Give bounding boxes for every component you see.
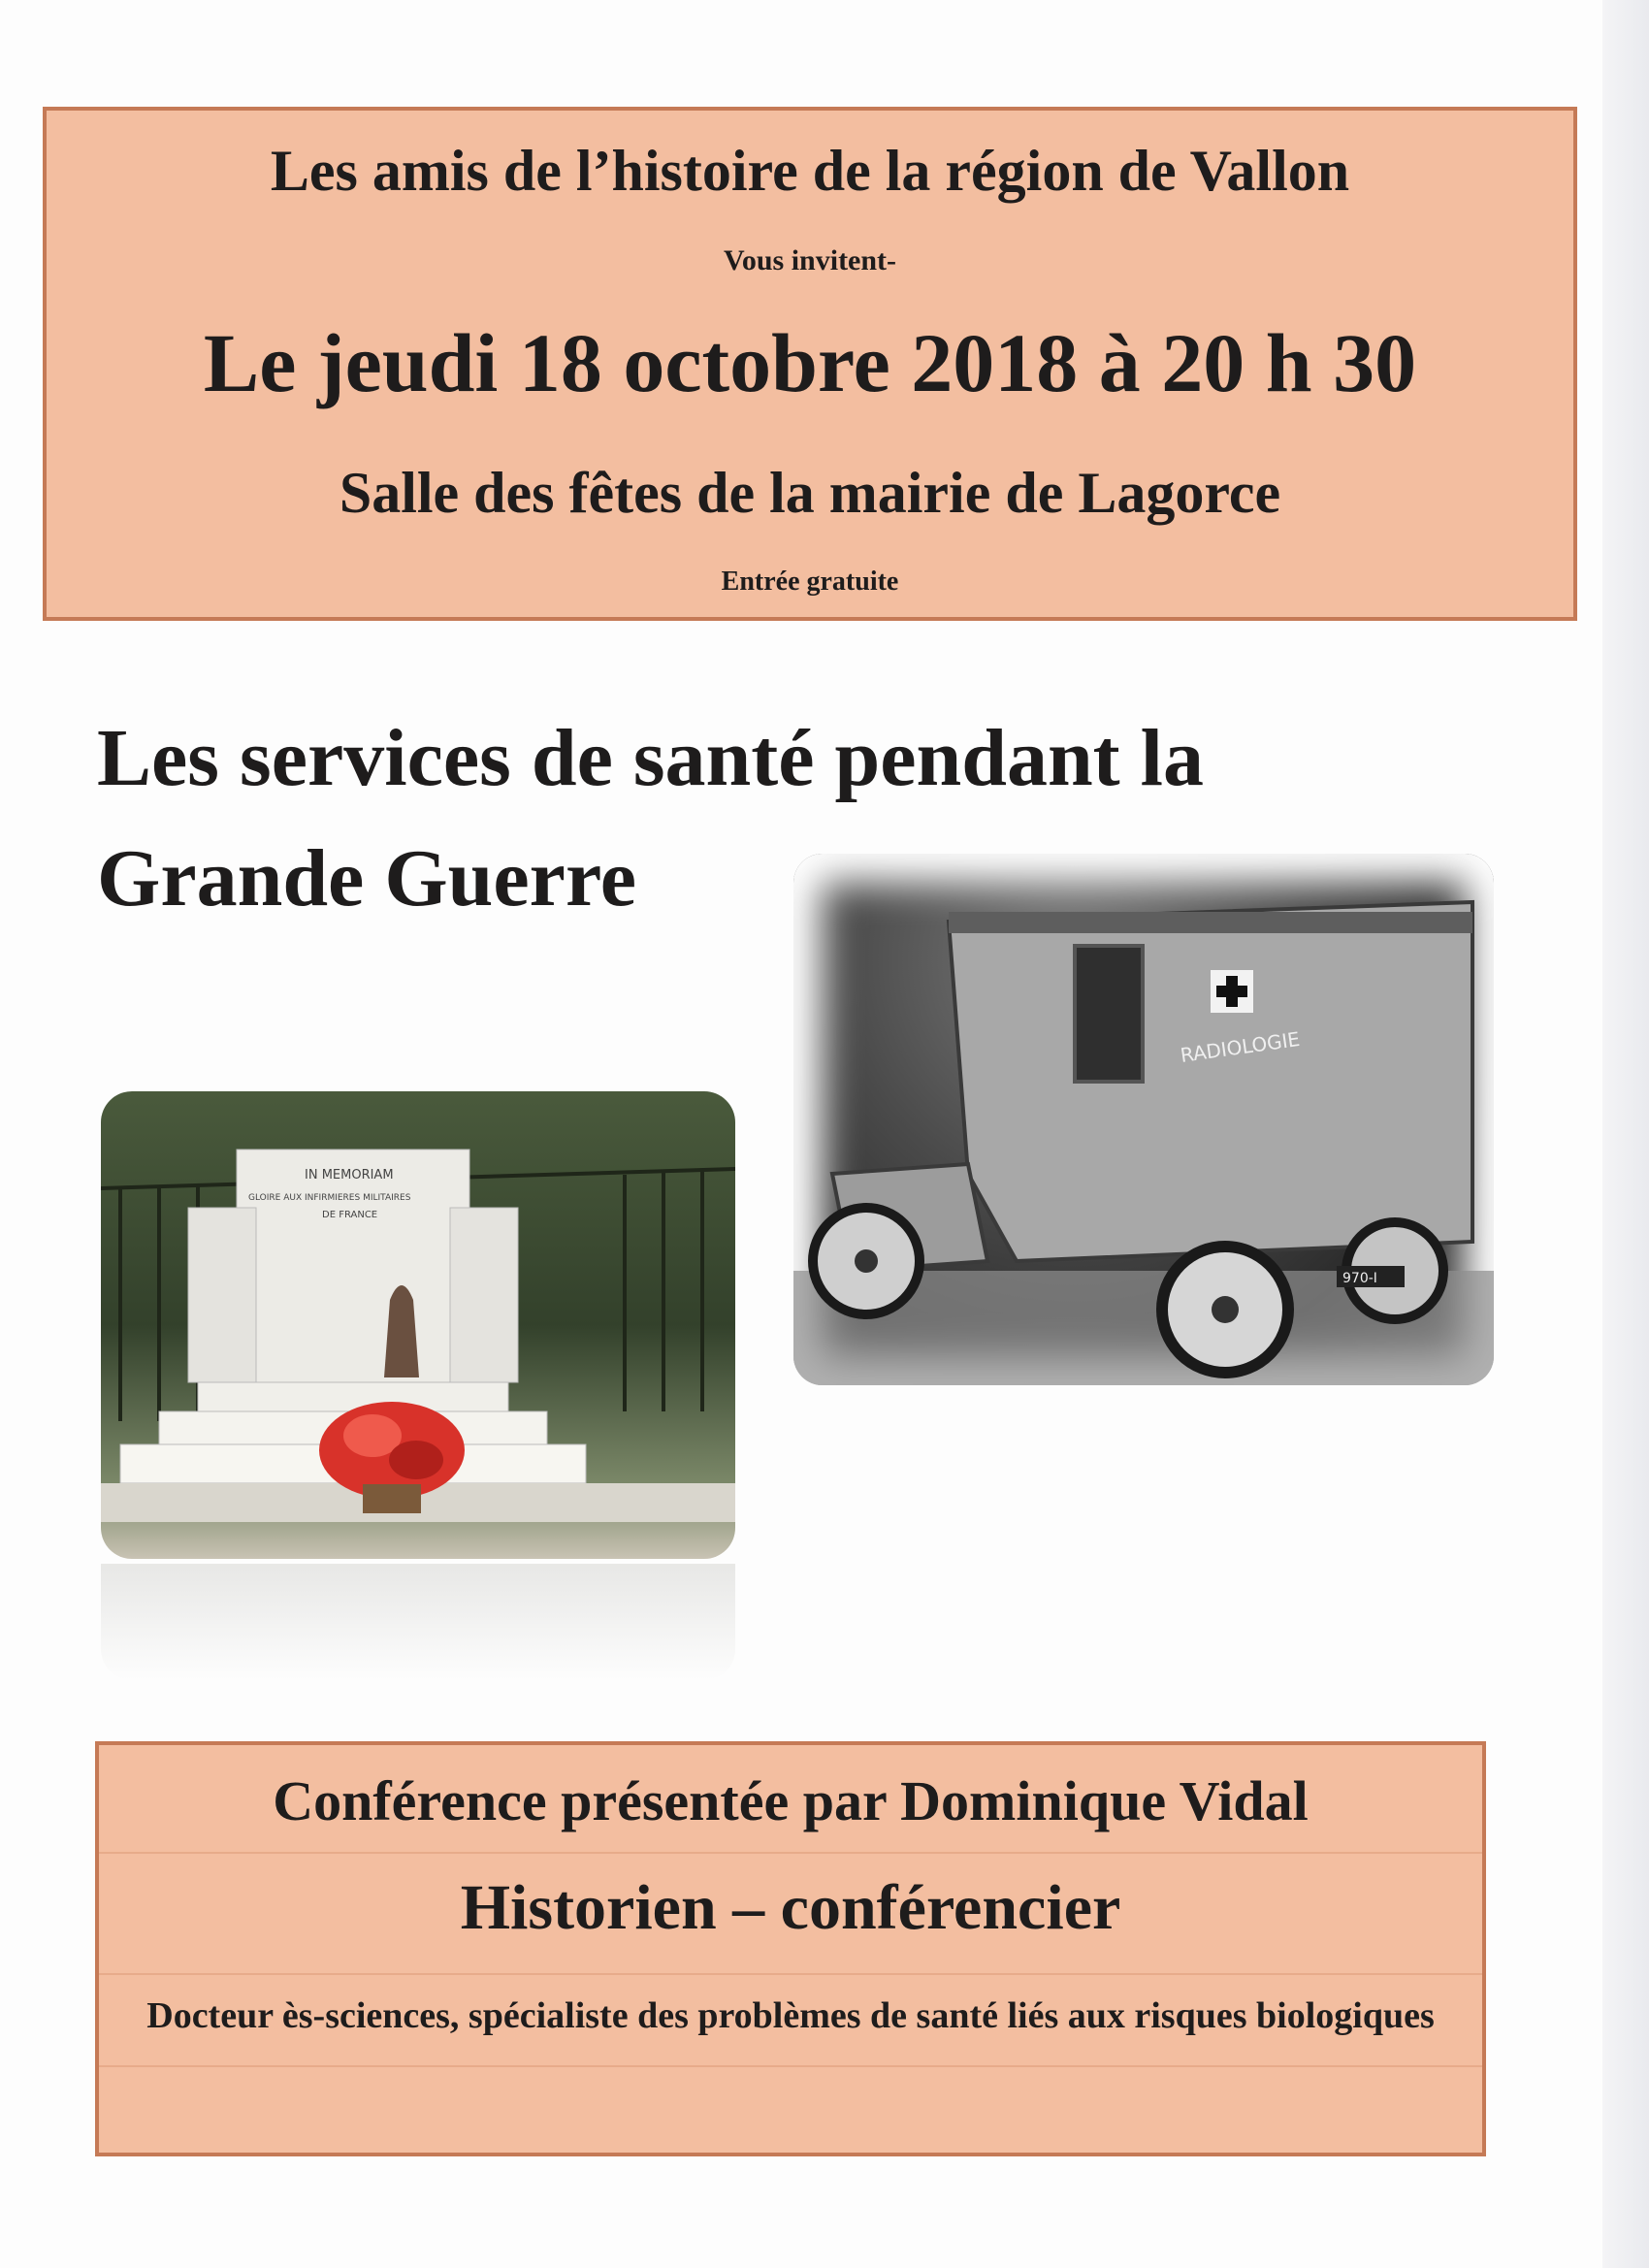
memorial-line-1: GLOIRE AUX INFIRMIERES MILITAIRES	[248, 1193, 411, 1203]
speaker-box	[95, 1741, 1486, 2156]
memorial-line-2: DE FRANCE	[322, 1210, 378, 1220]
memorial-illustration	[101, 1091, 735, 1559]
license-plate: 970-I	[1342, 1271, 1377, 1286]
organization-title: Les amis de l’histoire de la région de Vallon	[270, 139, 1350, 203]
ambulance-illustration	[793, 854, 1494, 1385]
ambulance-photo	[793, 854, 1494, 1385]
speaker-name: Conférence présentée par Dominique Vidal	[273, 1769, 1309, 1832]
memorial-photo-reflection	[101, 1564, 735, 1680]
divider	[99, 1973, 1482, 1975]
speaker-role: Historien – conférencier	[460, 1872, 1121, 1943]
event-header-box	[43, 107, 1577, 621]
memorial-heading: IN MEMORIAM	[305, 1168, 394, 1183]
divider	[99, 2065, 1482, 2067]
invite-text: Vous invitent-	[723, 244, 897, 276]
divider	[99, 1852, 1482, 1854]
event-date: Le jeudi 18 octobre 2018 à 20 h 30	[203, 316, 1417, 409]
conference-title: Les services de santé pendant la Grande Guerre	[97, 713, 1204, 923]
scan-edge	[1602, 0, 1649, 2268]
ambulance-sign: RADIOLOGIE	[1179, 1026, 1302, 1067]
event-venue: Salle des fêtes de la mairie de Lagorce	[339, 461, 1281, 525]
entry-note: Entrée gratuite	[721, 567, 899, 597]
speaker-bio: Docteur ès-sciences, spécialiste des problèmes de santé liés aux risques biologiques	[146, 1995, 1435, 2036]
memorial-photo	[101, 1091, 735, 1559]
